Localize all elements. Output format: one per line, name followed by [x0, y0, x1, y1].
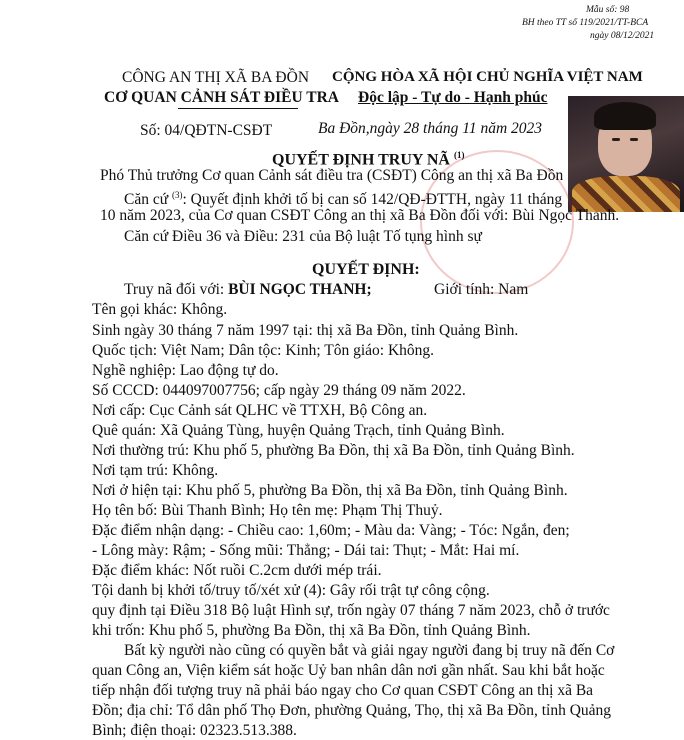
document-number: Số: 04/QĐTN-CSĐT: [140, 122, 273, 139]
detail-current-address: Nơi ở hiện tại: Khu phố 5, phường Ba Đồn, thị xã Ba Đồn, tỉnh Quảng Bình.: [92, 482, 568, 499]
agency-department: CƠ QUAN CẢNH SÁT ĐIỀU TRA: [104, 89, 339, 106]
document-title: QUYẾT ĐỊNH TRUY NÃ $^{(1)}$: [272, 150, 465, 169]
detail-other-marks: Đặc điểm khác: Nốt ruồi C.2cm dưới mép trái.: [92, 562, 382, 579]
detail-temporary-address: Nơi tạm trú: Không.: [92, 462, 219, 479]
basis-line-2: 10 năm 2023, của Cơ quan CSĐT Công an thị xã Ba Đồn đối với: Bùi Ngọc Thanh.: [100, 207, 620, 224]
detail-birth: Sinh ngày 30 tháng 7 năm 1997 tại: thị xã Ba Đồn, tỉnh Quảng Bình.: [92, 322, 519, 339]
basis-line-3: Căn cứ Điều 36 và Điều: 231 của Bộ luật Tố tụng hình sự: [124, 228, 482, 245]
closing-line-1: quy định tại Điều 318 Bộ luật Hình sự, trốn ngày 07 tháng 7 năm 2023, chỗ ở trước: [92, 602, 610, 619]
form-basis-date: ngày 08/12/2021: [590, 31, 655, 41]
detail-permanent-address: Nơi thường trú: Khu phố 5, phường Ba Đồn, thị xã Ba Đồn, tỉnh Quảng Bình.: [92, 442, 575, 459]
detail-nationality: Quốc tịch: Việt Nam; Dân tộc: Kinh; Tôn giáo: Không.: [92, 342, 435, 359]
issuer-line: Phó Thủ trưởng Cơ quan Cảnh sát điều tra (CSĐT) Công an thị xã Ba Đồn: [100, 167, 564, 184]
closing-line-7: Bình; điện thoại: 02323.513.388.: [92, 722, 297, 739]
detail-identification-2: - Lông mày: Rậm; - Sống mũi: Thẳng; - Dái tai: Thụt; - Mắt: Hai mí.: [92, 542, 520, 559]
basis-footnote: (3): [172, 190, 183, 200]
suspect-photo: [568, 96, 684, 212]
closing-line-5: tiếp nhận đối tượng truy nã phải báo ngay cho Cơ quan CSĐT Công an thị xã Ba: [92, 682, 594, 699]
decision-heading: QUYẾT ĐỊNH:: [312, 261, 420, 278]
subject-gender: Giới tính: Nam: [434, 281, 529, 298]
detail-parents: Họ tên bố: Bùi Thanh Bình; Họ tên mẹ: Phạm Thị Thuỷ.: [92, 502, 443, 519]
title-footnote: (1): [453, 150, 465, 160]
eye-left: [612, 138, 620, 141]
basis-line-1: Căn cứ $^{(3)}$: Quyết định khởi tố bị can số 142/QĐ-ĐTTH, ngày 11 tháng: [124, 190, 563, 209]
subject-line: Truy nã đối với: BÙI NGỌC THANH;: [124, 281, 372, 298]
document-date: Ba Đồn,ngày 28 tháng 11 năm 2023: [318, 120, 543, 137]
detail-charge: Tội danh bị khởi tố/truy tố/xét xử (4): Gây rối trật tự công cộng.: [92, 582, 490, 599]
detail-id-number: Số CCCD: 044097007756; cấp ngày 29 tháng 09 năm 2022.: [92, 382, 466, 399]
detail-id-issuer: Nơi cấp: Cục Cảnh sát QLHC về TTXH, Bộ Công an.: [92, 402, 428, 419]
agency-name: CÔNG AN THỊ XÃ BA ĐỒN: [122, 69, 310, 86]
closing-line-3: Bất kỳ người nào cũng có quyền bắt và giải ngay người đang bị truy nã đến Cơ: [124, 642, 615, 659]
detail-identification-1: Đặc điểm nhận dạng: - Chiều cao: 1,60m; - Màu da: Vàng; - Tóc: Ngắn, đen;: [92, 522, 570, 539]
detail-occupation: Nghề nghiệp: Lao động tự do.: [92, 362, 279, 379]
header-rule-left: [178, 108, 298, 109]
detail-alias: Tên gọi khác: Không.: [92, 301, 228, 318]
hair-shape: [594, 102, 656, 130]
closing-line-2: khi trốn: Khu phố 5, phường Ba Đồn, thị xã Ba Đồn, tỉnh Quảng Bình.: [92, 622, 531, 639]
detail-hometown: Quê quán: Xã Quảng Tùng, huyện Quảng Trạch, tỉnh Quảng Bình.: [92, 422, 505, 439]
eye-right: [630, 138, 638, 141]
closing-line-6: Đồn; địa chỉ: Tổ dân phố Thọ Đơn, phường Quảng, Thọ, thị xã Ba Đồn, tỉnh Quảng: [92, 702, 612, 719]
closing-line-4: quan Công an, Viện kiểm sát hoặc Uỷ ban nhân dân nơi gần nhất. Sau khi bắt hoặc: [92, 662, 605, 679]
nation-motto: Độc lập - Tự do - Hạnh phúc: [358, 89, 548, 106]
form-basis: BH theo TT số 119/2021/TT-BCA: [522, 18, 649, 28]
subject-name: BÙI NGỌC THANH;: [228, 281, 372, 298]
nation-name: CỘNG HÒA XÃ HỘI CHỦ NGHĨA VIỆT NAM: [332, 69, 643, 85]
form-number: Mẫu số: 98: [586, 5, 630, 15]
